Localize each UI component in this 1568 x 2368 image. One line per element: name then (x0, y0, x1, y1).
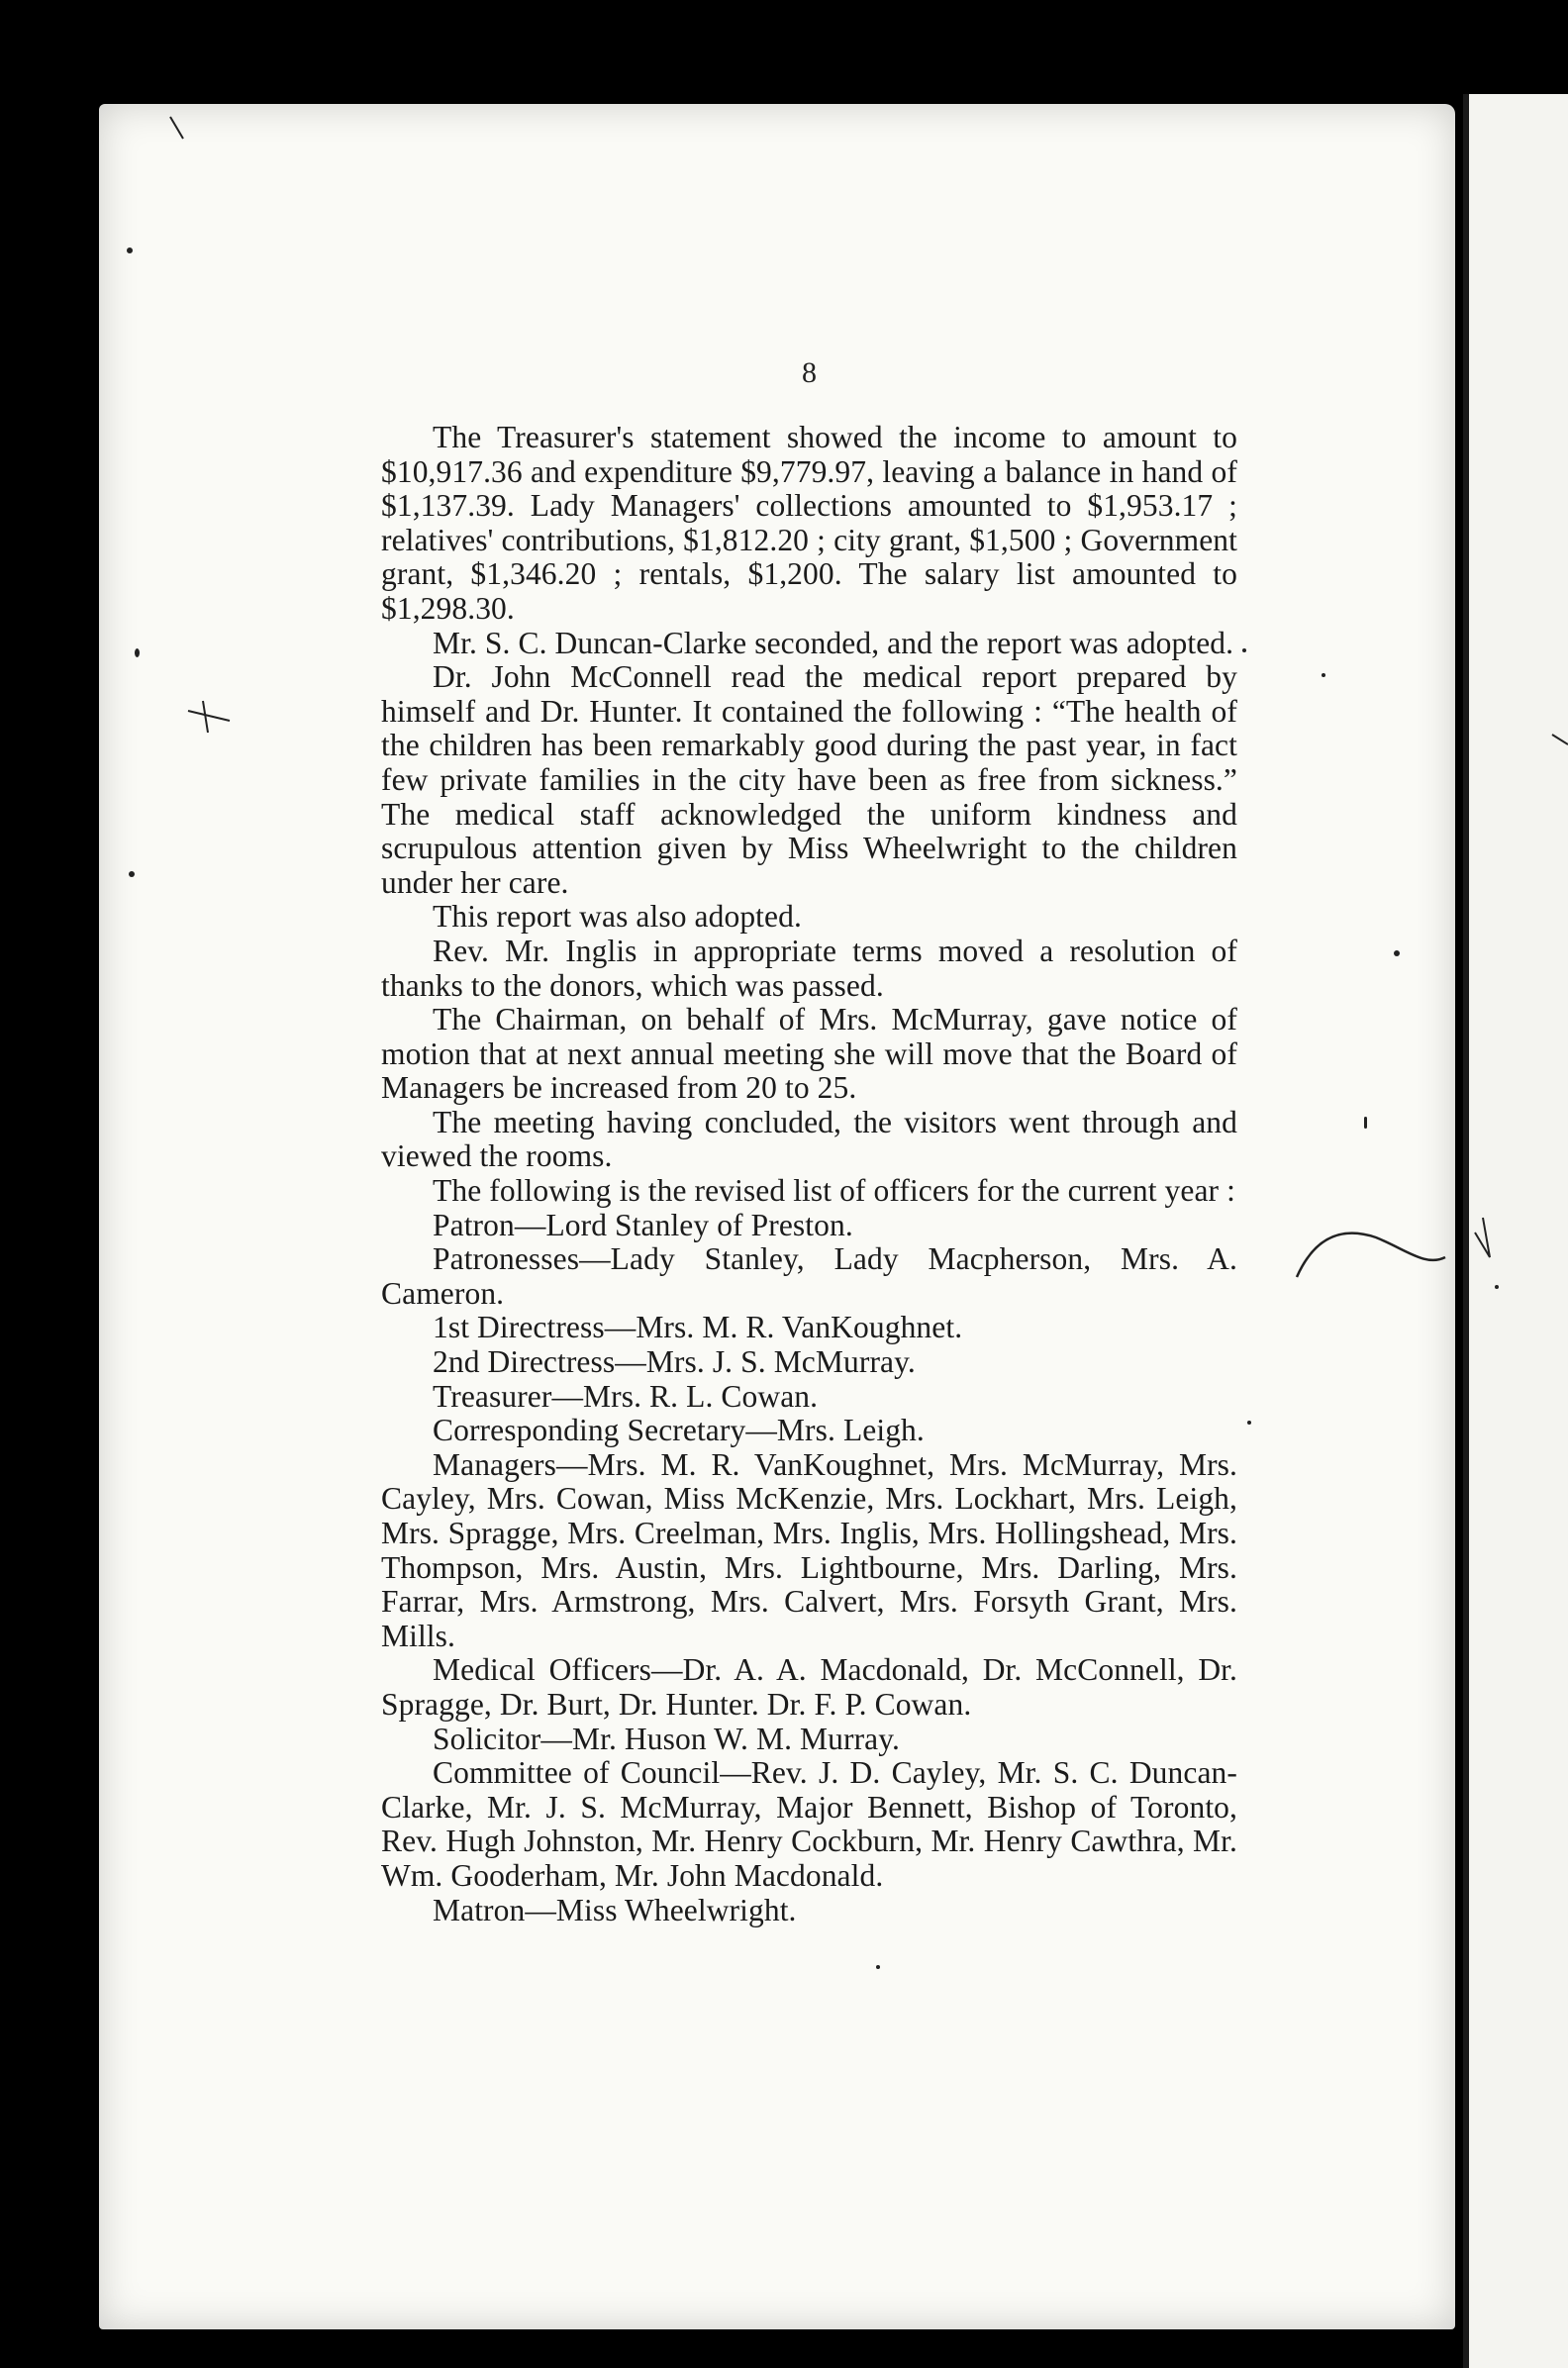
paragraph-thanks-resolution: Rev. Mr. Inglis in appropriate terms moved a resolution of thanks to the donors, which was passed. (381, 933, 1237, 1003)
paragraph-meeting-concluded: The meeting having concluded, the visitors went through and viewed the rooms. (381, 1104, 1237, 1174)
officer-matron: Matron—Miss Wheelwright. (433, 1892, 797, 1927)
body-text (381, 421, 1237, 1927)
ink-speck (1394, 950, 1400, 956)
paragraph-treasurer-statement: The Treasurer's statement showed the income to amount to $10,917.36 and expenditure $9,779.97, leaving a balance in hand of $1,137.39. Lady Managers' collections amounted to $1,953.17 ; relatives' contributions, $1,812.20 ; city grant, $1,500 ; Government grant, $1,346.20 ; rentals, $1,200. The salary list amounted to $1,298.30. (381, 420, 1237, 626)
officer-committee-of-council: Committee of Council—Rev. J. D. Cayley, Mr. S. C. Duncan-Clarke, Mr. J. S. McMurray, Major Bennett, Bishop of Toronto, Rev. Hugh Johnston, Mr. Henry Cockburn, Mr. Henry Cawthra, Mr. Wm. Gooderham, Mr. John Macdonald. (381, 1755, 1237, 1893)
ink-speck (1322, 673, 1325, 677)
ink-speck (129, 871, 135, 877)
page-number: 8 (802, 356, 817, 389)
officer-managers: Managers—Mrs. M. R. VanKoughnet, Mrs. McMurray, Mrs. Cayley, Mrs. Cowan, Miss McKenzie, Mrs. Lockhart, Mrs. Leigh, Mrs. Spragge, Mrs. Creelman, Mrs. Inglis, Mrs. Hollingshead, Mrs. Thompson, Mrs. Austin, Mrs. Lightbourne, Mrs. Darling, Mrs. Farrar, Mrs. Armstrong, Mrs. Calvert, Mrs. Forsyth Grant, Mrs. Mills. (381, 1446, 1237, 1653)
paragraph-medical-report: Dr. John McConnell read the medical report prepared by himself and Dr. Hunter. It contained the following : “The health of the children has been remarkably good during the past year, in fact few private families in the city have been as free from sickness.” The medical staff acknowledged the uniform kindness and scrupulous attention given by Miss Wheelwright to the children under her care. (381, 659, 1237, 900)
officer-solicitor: Solicitor—Mr. Huson W. M. Murray. (433, 1721, 901, 1756)
officer-patron: Patron—Lord Stanley of Preston. (433, 1207, 853, 1242)
paragraph-notice-of-motion: The Chairman, on behalf of Mrs. McMurray, gave notice of motion that at next annual meeting she will move that the Board of Managers be increased from 20 to 25. (381, 1002, 1237, 1106)
ink-speck (1495, 1285, 1499, 1289)
ink-speck (876, 1965, 880, 1969)
paragraph-seconded: Mr. S. C. Duncan-Clarke seconded, and the report was adopted. (433, 625, 1234, 660)
ink-speck (1242, 648, 1246, 652)
officer-corresponding-secretary: Corresponding Secretary—Mrs. Leigh. (433, 1413, 925, 1448)
paragraph-officers-intro: The following is the revised list of officers for the current year : (433, 1173, 1235, 1209)
officer-second-directress: 2nd Directress—Mrs. J. S. McMurray. (433, 1344, 916, 1380)
adjacent-page-edge (1463, 94, 1568, 2368)
ink-speck (1364, 1117, 1367, 1129)
paragraph-report-adopted: This report was also adopted. (433, 899, 802, 935)
ink-speck (135, 648, 140, 657)
ink-speck (1247, 1421, 1251, 1425)
officer-medical-officers: Medical Officers—Dr. A. A. Macdonald, Dr. McConnell, Dr. Spragge, Dr. Burt, Dr. Hunter. Dr. F. P. Cowan. (381, 1652, 1237, 1722)
officer-patronesses: Patronesses—Lady Stanley, Lady Macpherson, Mrs. A. Cameron. (381, 1241, 1237, 1311)
officer-treasurer: Treasurer—Mrs. R. L. Cowan. (433, 1378, 819, 1414)
officer-first-directress: 1st Directress—Mrs. M. R. VanKoughnet. (433, 1310, 963, 1345)
ink-speck (127, 247, 133, 253)
